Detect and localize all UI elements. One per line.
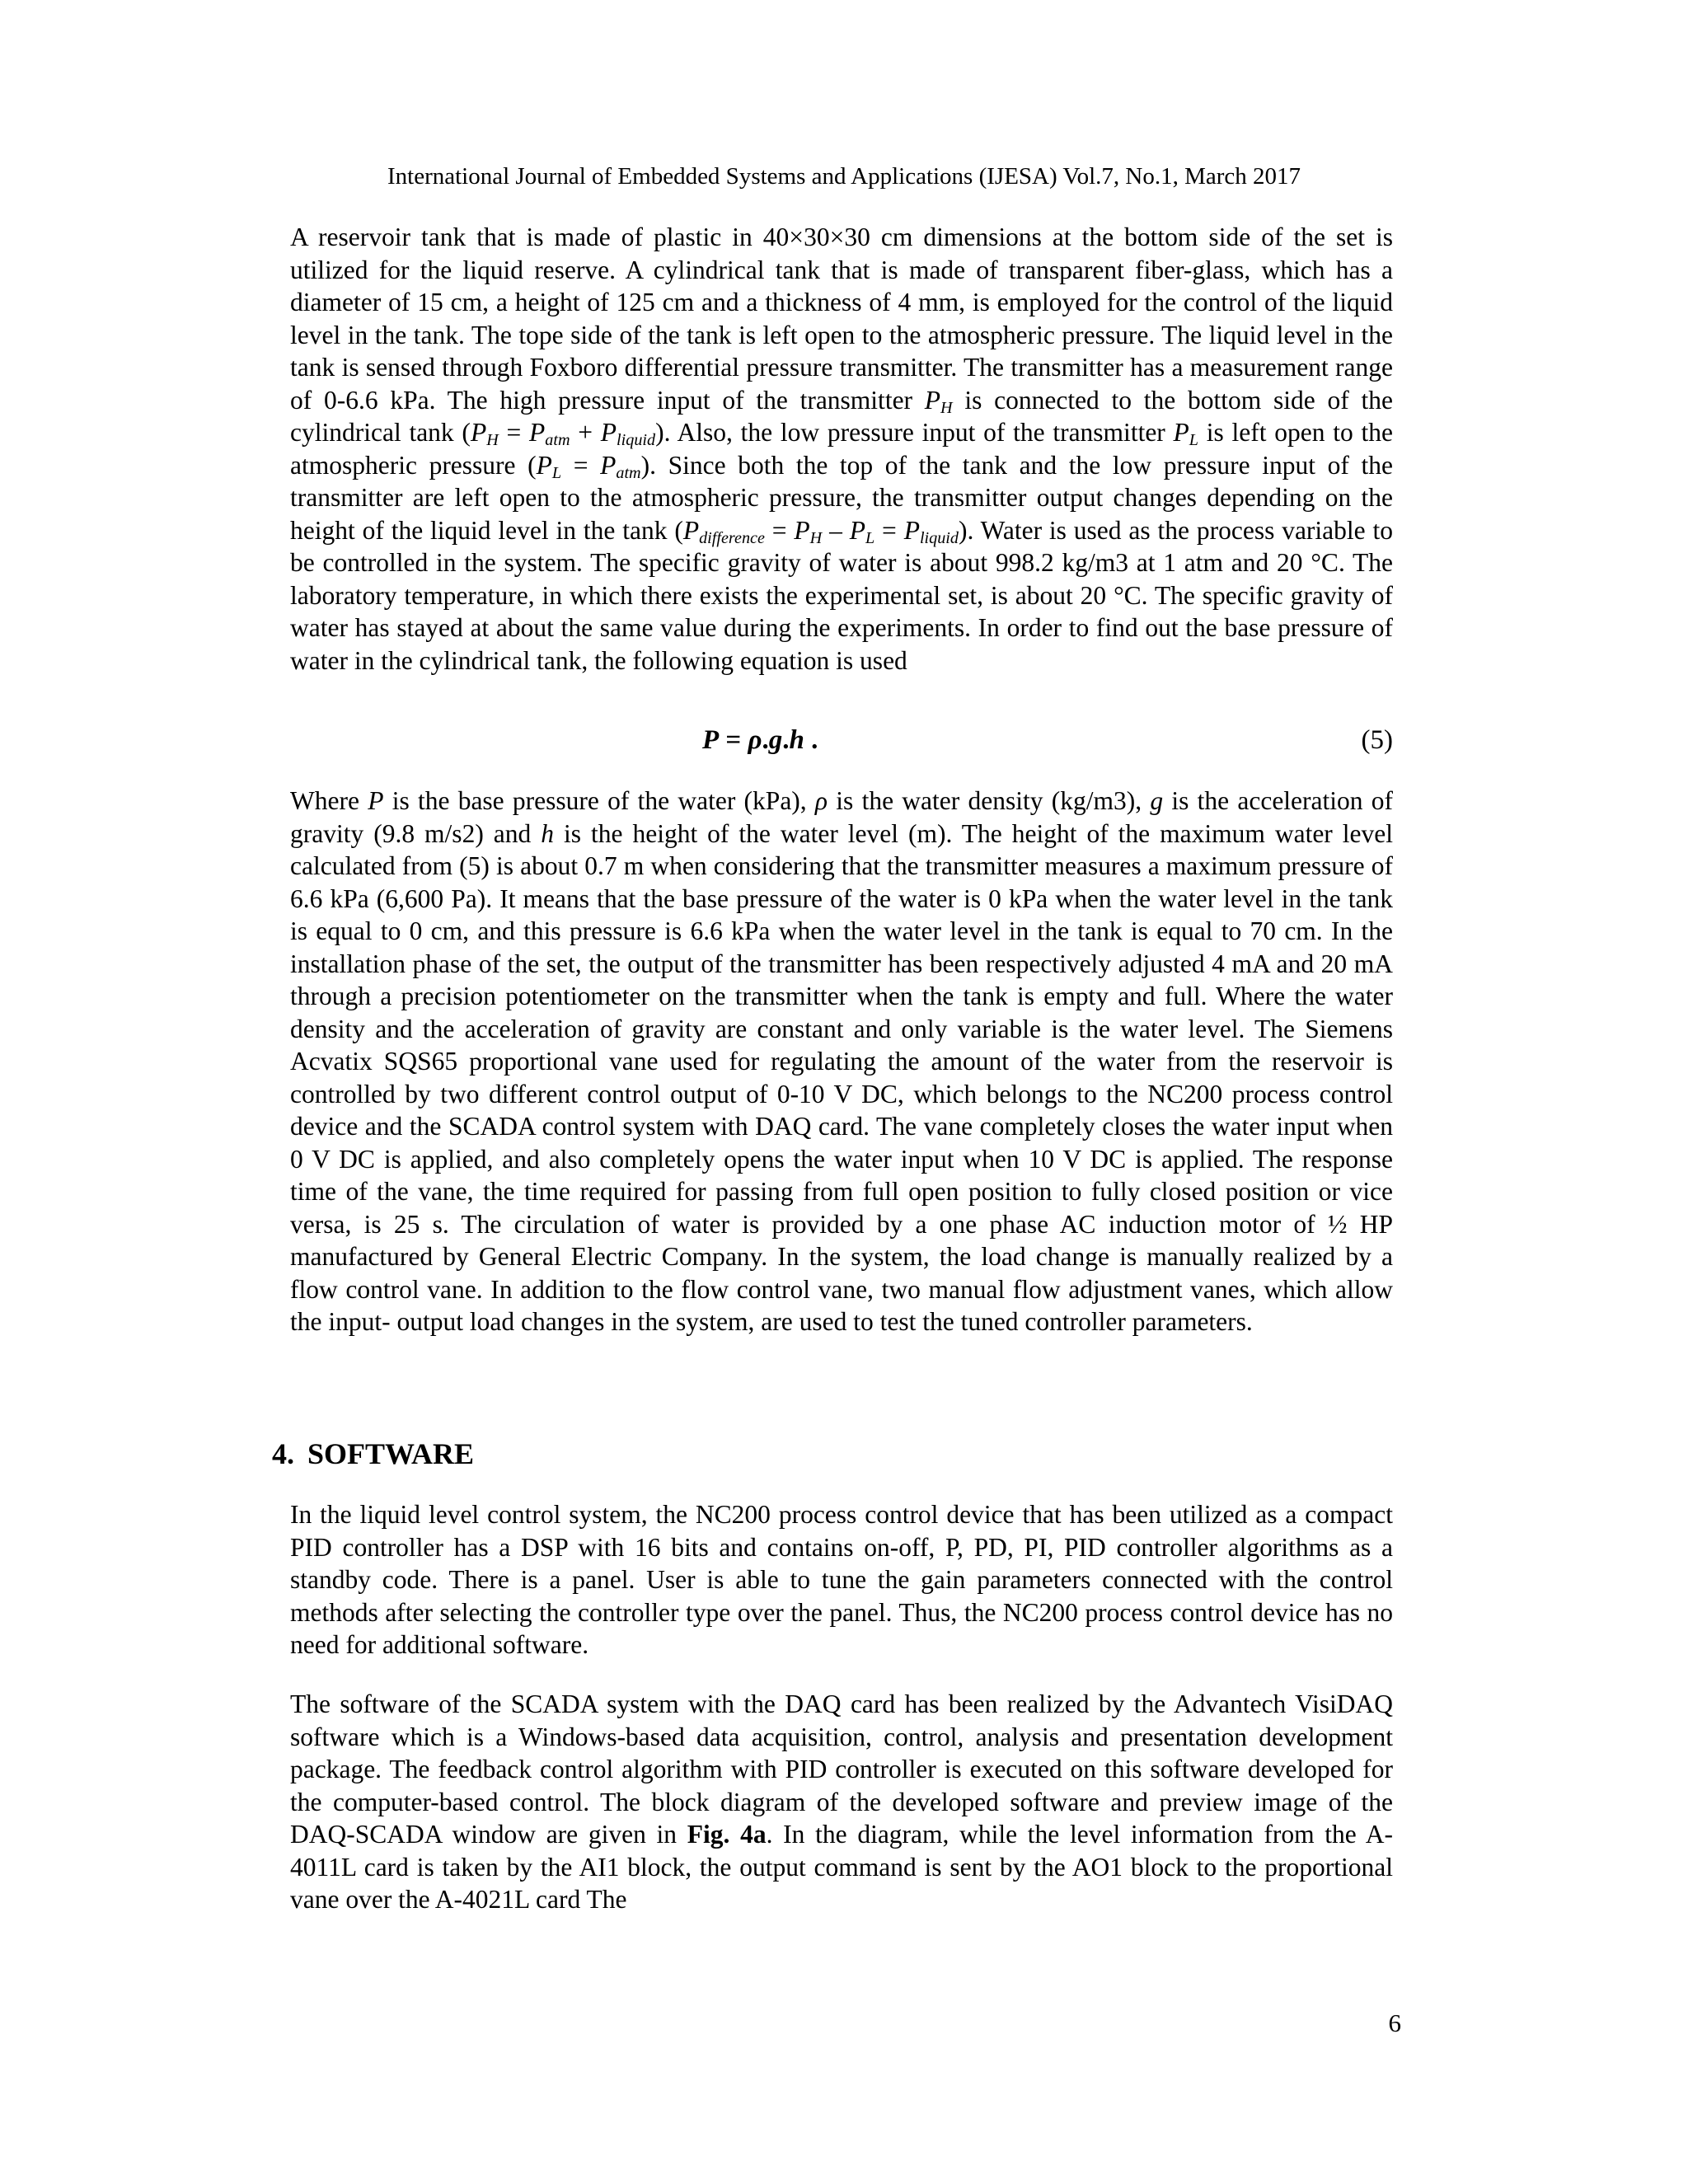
running-header: International Journal of Embedded Systems and Applications (IJESA) Vol.7, No.1, March 2017 — [387, 163, 1301, 190]
paragraph-pressure: Where P is the base pressure of the water (kPa), ρ is the water density (kg/m3), g is the acceleration of gravity (9.8 m/s2) and h is the height of the water level (m). The height of the maximum water level calculated from (5) is about 0.7 m when considering that the transmitter measures a maximum pressure of 6.6 kPa (6,600 Pa). It means that the base pressure of the water is 0 kPa when the water level in the tank is equal to 0 cm, and this pressure is 6.6 kPa when the water level in the tank is equal to 70 cm. In the installation phase of the set, the output of the transmitter has been respectively adjusted 4 mA and 20 mA through a precision potentiometer on the transmitter when the tank is empty and full. Where the water density and the acceleration of gravity are constant and only variable is the water level. The Siemens Acvatix SQS65 proportional vane used for regulating the amount of the water from the reservoir is controlled by two different control output of 0-10 V DC, which belongs to the NC200 process control device and the SCADA control system with DAQ card. The vane completely closes the water input when 0 V DC is applied, and also completely opens the water input when 10 V DC is applied. The response time of the vane, the time required for passing from full open position to fully closed position or vice versa, is 25 s. The circulation of water is provided by a one phase AC induction motor of ½ HP manufactured by General Electric Company. In the system, the load change is manually realized by a flow control vane. In addition to the flow control vane, two manual flow adjustment vanes, which allow the input- output load changes in the system, are used to test the tuned controller parameters. — [290, 786, 1394, 1336]
paragraph-scada: The software of the SCADA system with the DAQ card has been realized by the Advantech VisiDAQ software which is a Windows-based data acquisition, control, analysis and presentation development package. The feedback control algorithm with PID controller is executed on this software developed for the computer-based control. The block diagram of the developed software and preview image of the DAQ-SCADA window are given in Fig. 4a. In the diagram, while the level information from the A-4011L card is taken by the AI1 block, the output command is sent by the AO1 block to the proportional vane over the A-4021L card The — [290, 1690, 1393, 1914]
equation-formula: P = ρ.g.h . — [702, 725, 818, 755]
section-heading — [272, 1436, 474, 1472]
figure-reference: Fig. 4a — [687, 1820, 767, 1849]
section-number: 4. — [272, 1437, 294, 1470]
equation-number: (5) — [1361, 725, 1393, 755]
section-title: SOFTWARE — [307, 1437, 475, 1470]
page-number: 6 — [1388, 2008, 1401, 2037]
paragraph-nc200: In the liquid level control system, the NC200 process control device that has been utilized as a compact PID controller has a DSP with 16 bits and contains on-off, P, PD, PI, PID controller algorithms as a standby code. There is a panel. User is able to tune the gain parameters connected with the control methods after selecting the controller type over the panel. Thus, the NC200 process control device has no need for additional software. — [290, 1500, 1393, 1659]
paragraph-apparatus: A reservoir tank that is made of plastic in 40×30×30 cm dimensions at the bottom side of the set is utilized for the liquid reserve. A cylindrical tank that is made of transparent fiber-glass, which has a diameter of 15 cm, a height of 125 cm and a thickness of 4 mm, is employed for the control of the liquid level in the tank. The tope side of the tank is left open to the atmospheric pressure. The liquid level in the tank is sensed through Foxboro differential pressure transmitter. The transmitter has a measurement range of 0-6.6 kPa. The high pressure input of the transmitter $P_H$ is connected to the bottom side of the cylindrical tank $(P_H = P_{atm} + P_{liquid})$. Also, the low pressure input of the transmitter $P_L$ is left open to the atmospheric pressure $(P_L = P_{atm})$. Since both the top of the tank and the low pressure input of the transmitter are left open to the atmospheric pressure, the transmitter output changes depending on the height of the liquid level in the tank $(P_{difference} = P_H - P_L = P_{liquid})$. Water is used as the process variable to be controlled in the system. The specific gravity of water is about 998.2 kg/m3 at 1 atm and 20 °C. The laboratory temperature, in which there exists the experimental set, is about 20 °C. The specific gravity of water has stayed at about the same value during the experiments. In order to find out the base pressure of water in the cylindrical tank, the following equation is used — [290, 223, 1394, 675]
equation-5 — [290, 722, 1393, 758]
